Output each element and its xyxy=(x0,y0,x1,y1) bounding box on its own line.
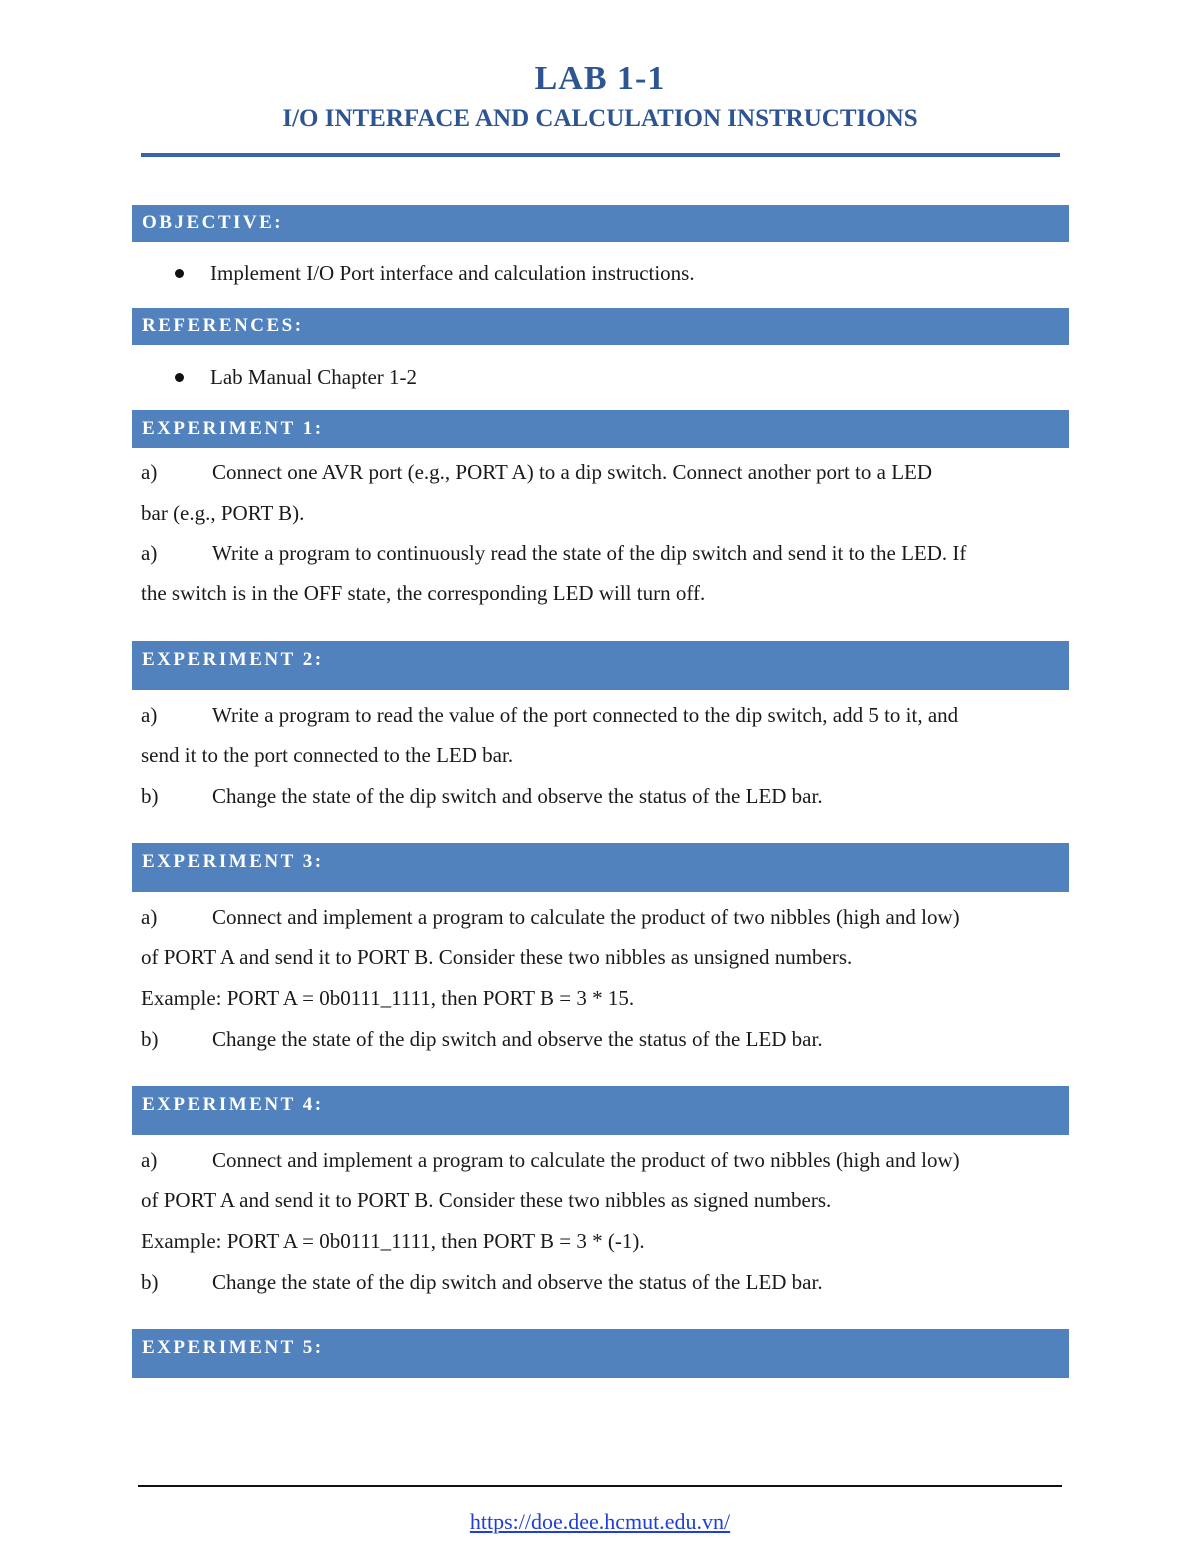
item-text: of PORT A and send it to PORT B. Consider these two nibbles as signed numbers. xyxy=(141,1188,832,1212)
footer-link[interactable]: https://doe.dee.hcmut.edu.vn/ xyxy=(469,1509,731,1534)
experiment-1-line xyxy=(141,460,932,485)
experiment-3-line xyxy=(141,905,960,930)
experiment-1-line xyxy=(141,501,304,526)
section-header-experiment-4: EXPERIMENT 4: xyxy=(132,1086,1069,1135)
section-header-experiment-1: EXPERIMENT 1: xyxy=(132,410,1069,448)
item-text: send it to the port connected to the LED bar. xyxy=(141,743,514,767)
experiment-2-line xyxy=(141,703,958,728)
objective-text: Implement I/O Port interface and calculation instructions. xyxy=(210,261,695,285)
item-label: a) xyxy=(141,703,158,727)
item-text: Connect and implement a program to calculate the product of two nibbles (high and low) xyxy=(212,1148,960,1172)
item-text: Change the state of the dip switch and observe the status of the LED bar. xyxy=(212,784,823,808)
experiment-1-line xyxy=(141,581,705,606)
section-header-experiment-2: EXPERIMENT 2: xyxy=(132,641,1069,690)
item-text: Connect and implement a program to calculate the product of two nibbles (high and low) xyxy=(212,905,960,929)
item-text: Connect one AVR port (e.g., PORT A) to a dip switch. Connect another port to a LED xyxy=(212,460,933,484)
bullet-dot-icon xyxy=(175,373,184,382)
experiment-4-line xyxy=(141,1188,831,1213)
item-text: Change the state of the dip switch and observe the status of the LED bar. xyxy=(212,1027,823,1051)
item-text: bar (e.g., PORT B). xyxy=(141,501,305,525)
item-text: Change the state of the dip switch and observe the status of the LED bar. xyxy=(212,1270,823,1294)
item-label: b) xyxy=(141,1270,159,1294)
item-text: Example: PORT A = 0b0111_1111, then PORT B = 3 * 15. xyxy=(141,986,635,1010)
page-title: LAB 1-1 xyxy=(534,60,666,97)
item-label: a) xyxy=(141,541,158,565)
experiment-3-line xyxy=(141,986,634,1011)
item-text: Example: PORT A = 0b0111_1111, then PORT B = 3 * (-1). xyxy=(141,1229,645,1253)
item-text: Write a program to continuously read the state of the dip switch and send it to the LED. If xyxy=(212,541,967,565)
experiment-2-line xyxy=(141,784,823,809)
section-header-objective: OBJECTIVE: xyxy=(132,205,1069,242)
references-bullet xyxy=(175,365,417,390)
item-label: a) xyxy=(141,1148,158,1172)
experiment-4-line xyxy=(141,1148,960,1173)
experiment-4-line xyxy=(141,1229,645,1254)
experiment-4-line xyxy=(141,1270,823,1295)
bullet-dot-icon xyxy=(175,269,184,278)
item-text: of PORT A and send it to PORT B. Consider these two nibbles as unsigned numbers. xyxy=(141,945,853,969)
item-label: b) xyxy=(141,1027,159,1051)
experiment-3-line xyxy=(141,945,852,970)
item-text: Write a program to read the value of the port connected to the dip switch, add 5 to it, and xyxy=(212,703,959,727)
footer-divider xyxy=(138,1485,1062,1487)
references-text: Lab Manual Chapter 1-2 xyxy=(210,365,418,389)
item-label: a) xyxy=(141,460,158,484)
experiment-1-line xyxy=(141,541,966,566)
section-header-references: REFERENCES: xyxy=(132,308,1069,345)
section-header-experiment-5: EXPERIMENT 5: xyxy=(132,1329,1069,1378)
item-text: the switch is in the OFF state, the corresponding LED will turn off. xyxy=(141,581,706,605)
experiment-2-line xyxy=(141,743,513,768)
title-divider xyxy=(141,153,1060,157)
item-label: a) xyxy=(141,905,158,929)
section-header-experiment-3: EXPERIMENT 3: xyxy=(132,843,1069,892)
item-label: b) xyxy=(141,784,159,808)
experiment-3-line xyxy=(141,1027,823,1052)
page-subtitle: I/O INTERFACE AND CALCULATION INSTRUCTIONS xyxy=(282,105,918,132)
objective-bullet xyxy=(175,261,695,286)
